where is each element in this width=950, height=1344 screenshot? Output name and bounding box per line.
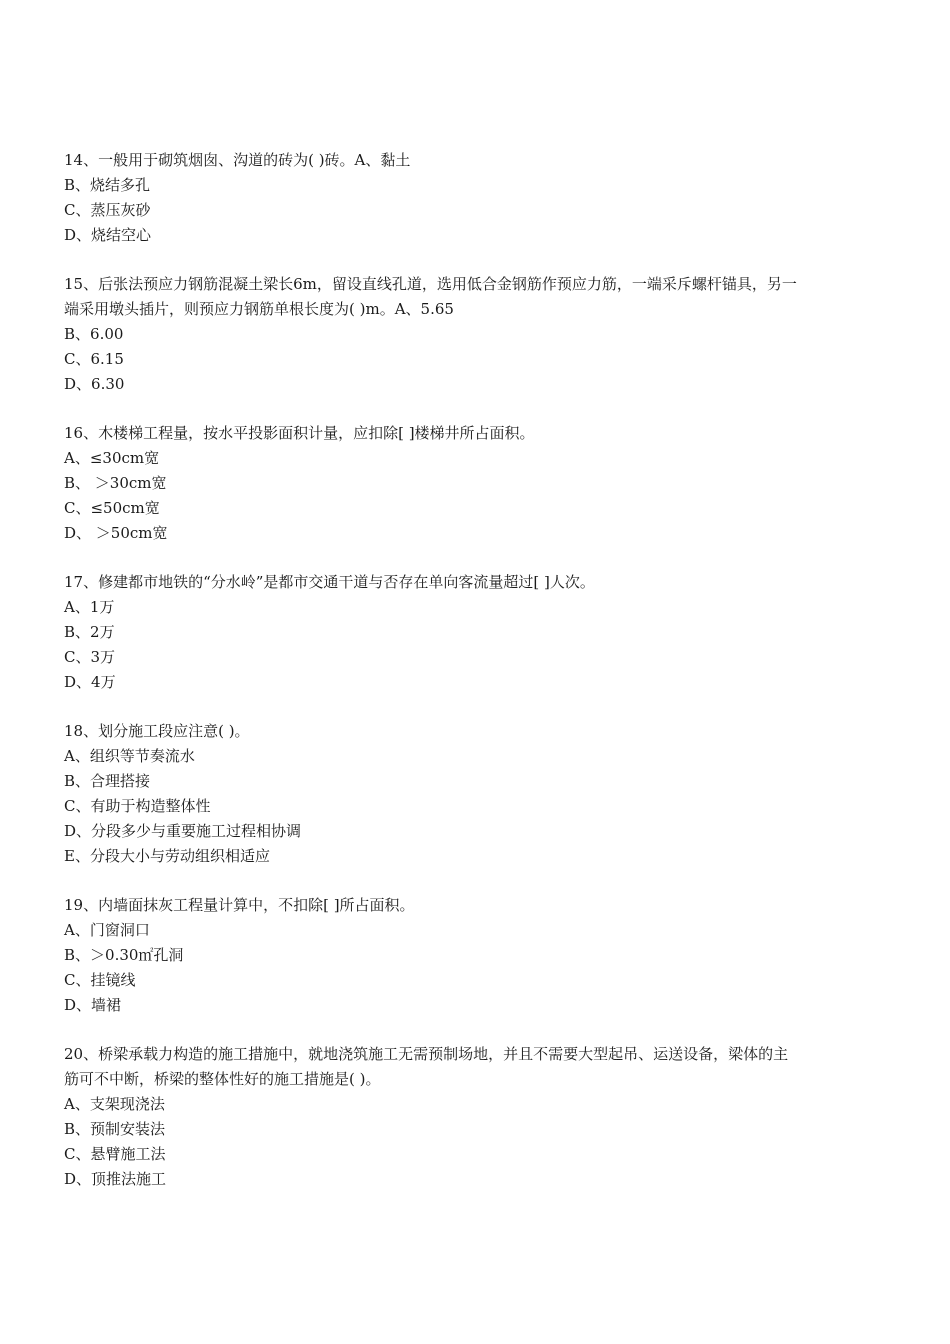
option-d: D、墙裙 [64, 996, 122, 1014]
option-b: B、＞0.30㎡孔洞 [64, 946, 184, 964]
question-16 [64, 421, 876, 546]
question-15 [64, 272, 876, 397]
option-b: B、合理搭接 [64, 772, 151, 790]
option-b: B、6.00 [64, 325, 124, 343]
question-text: 14、一般用于砌筑烟囱、沟道的砖为( )砖。A、黏土 [64, 151, 411, 169]
question-text-continued: 筋可不中断，桥梁的整体性好的施工措施是( )。 [64, 1070, 381, 1088]
question-20 [64, 1042, 876, 1192]
option-d: D、 ＞50cm宽 [64, 524, 168, 542]
option-c: C、6.15 [64, 350, 124, 368]
question-text: 18、划分施工段应注意( )。 [64, 722, 250, 740]
option-d: D、4万 [64, 673, 116, 691]
option-b: B、预制安装法 [64, 1120, 166, 1138]
question-14 [64, 148, 876, 248]
document-page [64, 148, 876, 1216]
option-c: C、悬臂施工法 [64, 1145, 166, 1163]
question-text: 19、内墙面抹灰工程量计算中，不扣除[ ]所占面积。 [64, 896, 415, 914]
option-b: B、2万 [64, 623, 115, 641]
question-text-continued: 端采用墩头插片，则预应力钢筋单根长度为( )m。A、5.65 [64, 300, 454, 318]
question-text: 16、木楼梯工程量，按水平投影面积计量，应扣除[ ]楼梯井所占面积。 [64, 424, 535, 442]
option-b: B、烧结多孔 [64, 176, 151, 194]
option-c: C、≤50cm宽 [64, 499, 160, 517]
option-e: E、分段大小与劳动组织相适应 [64, 847, 270, 865]
question-text: 20、桥梁承载力构造的施工措施中，就地浇筑施工无需预制场地，并且不需要大型起吊、运送设备，梁体的主 [64, 1045, 789, 1063]
option-c: C、挂镜线 [64, 971, 136, 989]
option-a: A、1万 [64, 598, 115, 616]
option-c: C、有助于构造整体性 [64, 797, 211, 815]
question-text: 17、修建都市地铁的“分水岭”是都市交通干道与否存在单向客流量超过[ ]人次。 [64, 573, 595, 591]
question-19 [64, 893, 876, 1018]
option-d: D、分段多少与重要施工过程相协调 [64, 822, 302, 840]
question-text: 15、后张法预应力钢筋混凝土梁长6m，留设直线孔道，选用低合金钢筋作预应力筋，一端采斥螺杆锚具，另一 [64, 275, 797, 293]
option-d: D、6.30 [64, 375, 125, 393]
option-b: B、 ＞30cm宽 [64, 474, 167, 492]
option-a: A、门窗洞口 [64, 921, 150, 939]
option-c: C、蒸压灰砂 [64, 201, 151, 219]
option-a: A、支架现浇法 [64, 1095, 165, 1113]
option-c: C、3万 [64, 648, 116, 666]
option-d: D、顶推法施工 [64, 1170, 167, 1188]
question-18 [64, 719, 876, 869]
option-a: A、组织等节奏流水 [64, 747, 195, 765]
question-17 [64, 570, 876, 695]
option-a: A、≤30cm宽 [64, 449, 160, 467]
option-d: D、烧结空心 [64, 226, 152, 244]
